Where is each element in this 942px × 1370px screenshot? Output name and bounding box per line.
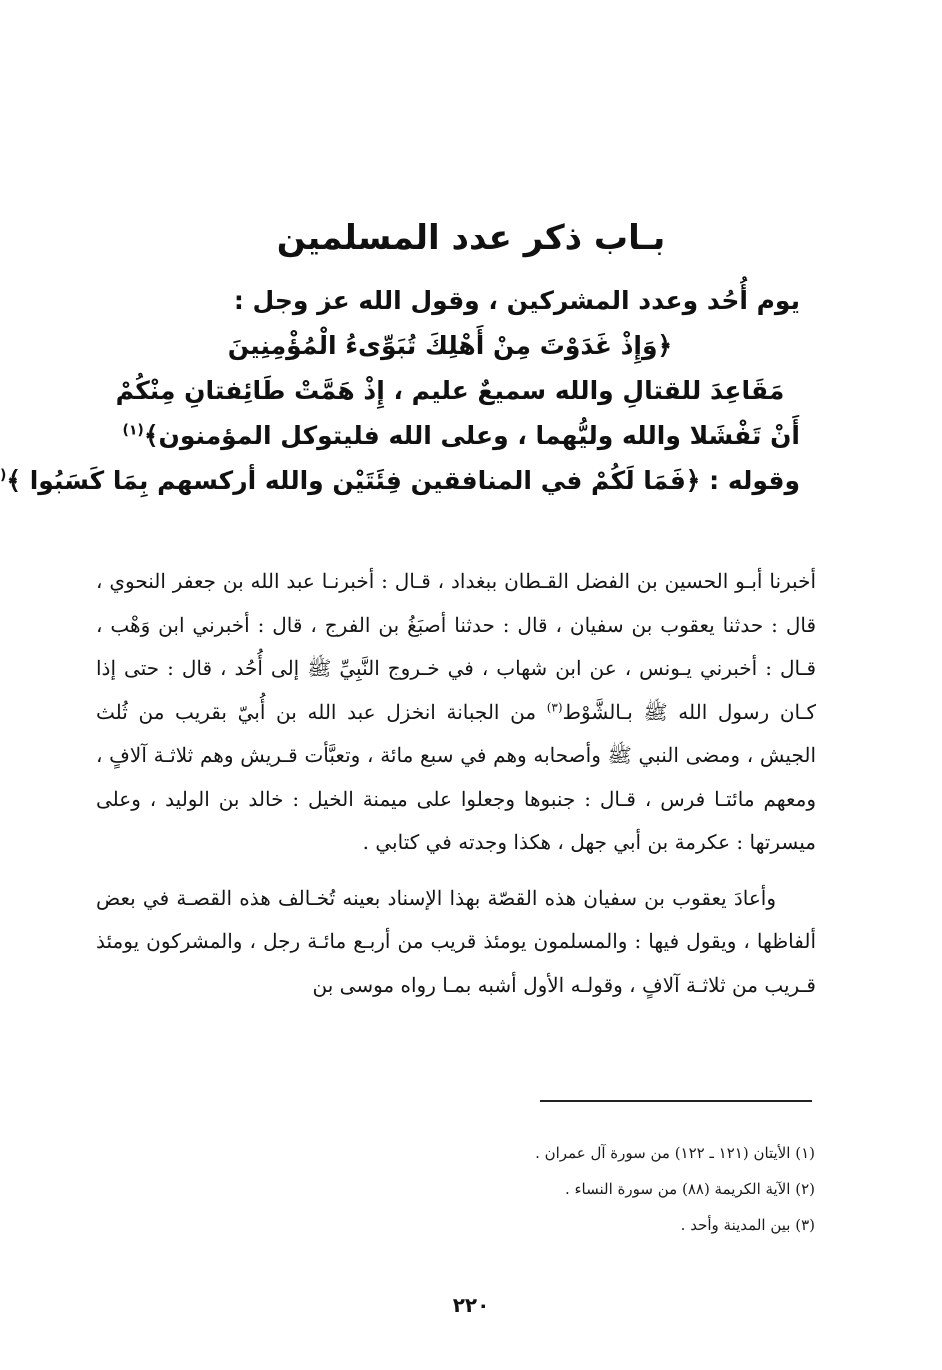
- heading-line-5: [0, 458, 800, 503]
- chapter-heading: [0, 278, 800, 503]
- heading-line-5-text: وقوله : ﴿فَمَا لَكُمْ في المنافقين فِئَتَيْن والله أركسهم بِمَا كَسَبُوا ﴾: [6, 466, 800, 495]
- footnote-3: (٣) بين المدينة وأحد .: [680, 1216, 815, 1234]
- footnote-ref-1: (١): [122, 422, 144, 439]
- heading-line-3: مَقَاعِدَ للقتالِ والله سميعٌ عليم ، إِذْ هَمَّتْ طَائِفتانِ مِنْكُمْ: [115, 376, 785, 405]
- paragraph-1: [96, 560, 816, 865]
- footnote-2: (٢) الآية الكريمة (٨٨) من سورة النساء .: [564, 1180, 815, 1198]
- paragraph-1-text-a: أخبرنا أبـو الحسين بن الفضل القـطان ببغداد ، قـال : أخبرنـا عبد الله بن جعفر النحوي ، قال : حدثنا يعقوب بن سفيان ، قال : حدثنا أصبَغُ بن الفرج ، قال : أخبرني ابن وَهْب ، قـال : أخبرني يـونس ، عن ابن شهاب ، في خـروج النَّبِيِّ ﷺ إلى أُحُد ، قال : حتى إذا كـان رسول الله ﷺ بـالشَّوْط: [96, 569, 816, 724]
- paragraph-1-text-b: من الجبانة انخزل عبد الله بن أُبيّ بقريب من ثُلث الجيش ، ومضى النبي ﷺ وأصحابه وهم في سبع مائة ، وتعبَّأت قـريش وهم ثلاثـة آلافٍ ، ومعهم مائتـا فرس ، قـال : جنبوها وجعلوا على ميمنة الخيل : خالد بن الوليد ، وعلى ميسرتها : عكرمة بن أبي جهل ، هكذا وجدته في كتابي .: [96, 699, 816, 854]
- footnote-divider: [540, 1100, 812, 1102]
- heading-line-2: ﴿وَإِذْ غَدَوْتَ مِنْ أَهْلِكَ تُبَوِّىءُ الْمُؤْمِنِينَ: [227, 331, 673, 360]
- page-number: ٢٢٠: [452, 1293, 490, 1317]
- body-text: [96, 560, 816, 1007]
- footnote-ref-2: (: [0, 467, 7, 484]
- chapter-title: بـاب ذكر عدد المسلمين: [276, 218, 666, 258]
- footnote-1: (١) الأيتان (١٢١ ـ ١٢٢) من سورة آل عمران .: [535, 1144, 815, 1162]
- heading-line-4-text: أَنْ تَفْشَلا والله وليُّهما ، وعلى الله فليتوكل المؤمنون﴾: [143, 421, 800, 450]
- footnote-ref-3: (٣): [546, 699, 563, 714]
- footnotes: [400, 1135, 815, 1243]
- heading-line-4: [100, 413, 800, 458]
- heading-line-1: يوم أُحُد وعدد المشركين ، وقول الله عز وجل :: [233, 286, 800, 315]
- paragraph-2: وأعادَ يعقوب بن سفيان هذه القصّة بهذا الإسناد بعينه تُخـالف هذه القصـة في بعض ألفاظها ، ويقول فيها : والمسلمون يومئذ قريب من أربـع مائـة رجل ، والمشركون يومئذ قـريب من ثلاثـة آلافٍ ، وقولـه الأول أشبه بمـا رواه موسى بن: [96, 885, 816, 997]
